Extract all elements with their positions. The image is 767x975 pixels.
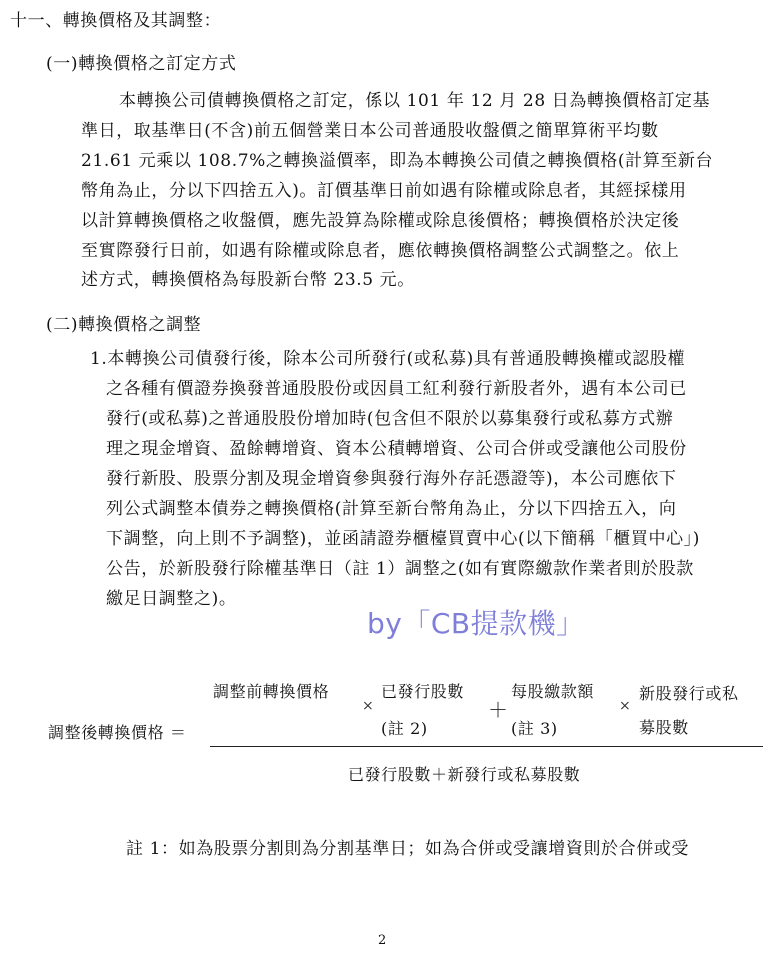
multiply-icon: × <box>619 698 631 714</box>
paragraph-line: 繳足日調整之)。 <box>106 589 237 609</box>
formula-new-shares-line-1: 新股發行或私 <box>639 684 739 703</box>
paragraph-line: 幣角為止，分以下四捨五入)。訂價基準日前如遇有除權或除息者，其經採樣用 <box>81 181 687 201</box>
paragraph-line: 發行新股、股票分割及現金增資參與發行海外存託憑證等)，本公司應依下 <box>106 469 677 489</box>
paragraph-line: 理之現金增資、盈餘轉增資、資本公積轉增資、公司合併或受讓他公司股份 <box>106 439 687 459</box>
paragraph-line: 21.61 元乘以 108.7%之轉換溢價率，即為本轉換公司債之轉換價格(計算至新台 <box>81 151 714 171</box>
formula-price-before: 調整前轉換價格 <box>213 682 330 701</box>
subsection-2-heading: (二)轉換價格之調整 <box>46 315 202 335</box>
fraction-bar <box>210 746 763 747</box>
footnote-1: 註 1：如為股票分割則為分割基準日；如為合併或受讓增資則於合併或受 <box>126 839 690 859</box>
multiply-icon: × <box>362 698 374 714</box>
paragraph-line: 公告，於新股發行除權基準日（註 1）調整之(如有實際繳款作業者則於股款 <box>106 559 694 579</box>
paragraph-line: 至實際發行日前，如遇有除權或除息者，應依轉換價格調整公式調整之。依上 <box>81 241 680 261</box>
paragraph-line: 述方式，轉換價格為每股新台幣 23.5 元。 <box>81 270 415 290</box>
watermark-text: by「CB提款機」 <box>367 607 585 640</box>
section-title: 十一、轉換價格及其調整： <box>10 11 222 31</box>
plus-icon: ＋ <box>488 698 508 722</box>
subsection-1-heading: (一)轉換價格之訂定方式 <box>46 54 237 74</box>
paragraph-line: 準日，取基準日(不含)前五個營業日本公司普通股收盤價之簡單算術平均數 <box>81 121 659 141</box>
paragraph-line: 以計算轉換價格之收盤價，應先設算為除權或除息後價格；轉換價格於決定後 <box>81 211 680 231</box>
paragraph-line: 下調整，向上則不予調整)，並函請證券櫃檯買賣中心(以下簡稱「櫃買中心」) <box>106 529 700 549</box>
paragraph-line: 本轉換公司債轉換價格之訂定，係以 101 年 12 月 28 日為轉換價格訂定基 <box>119 91 711 111</box>
formula-payment-per-share: 每股繳款額 <box>511 682 595 701</box>
paragraph-line: 之各種有價證券換發普通股股份或因員工紅利發行新股者外，遇有本公司已 <box>106 379 687 399</box>
paragraph-line: 列公式調整本債券之轉換價格(計算至新台幣角為止，分以下四捨五入，向 <box>106 499 677 519</box>
formula-denominator: 已發行股數＋新發行或私募股數 <box>348 765 581 784</box>
formula-issued-shares: 已發行股數 <box>381 682 465 701</box>
formula-new-shares-line-2: 募股數 <box>639 718 689 737</box>
paragraph-line: 發行(或私募)之普通股股份增加時(包含但不限於以募集發行或私募方式辦 <box>106 409 674 429</box>
paragraph-line: 1.本轉換公司債發行後，除本公司所發行(或私募)具有普通股轉換權或認股權 <box>90 349 686 369</box>
formula-note-2: (註 2) <box>381 719 428 738</box>
page-number: 2 <box>378 933 387 948</box>
formula-lhs: 調整後轉換價格 ＝ <box>48 723 187 742</box>
formula-note-3: (註 3) <box>511 719 558 738</box>
